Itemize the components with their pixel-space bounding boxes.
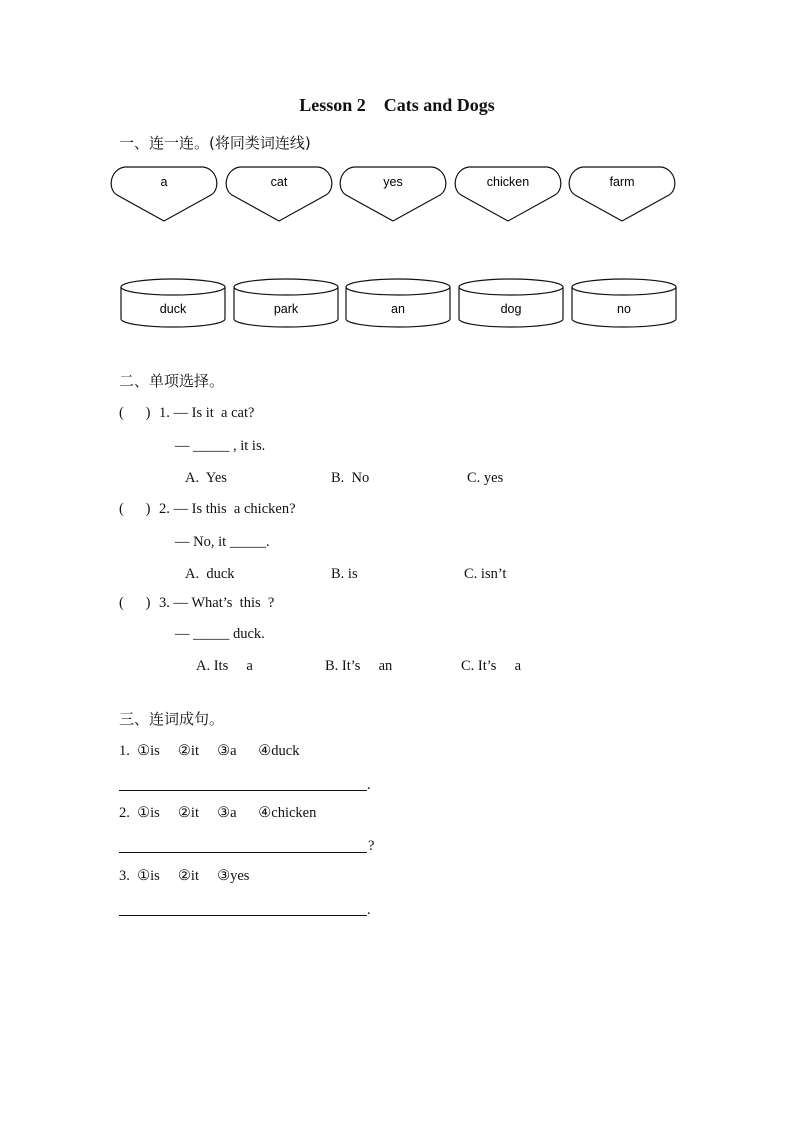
sentence-1-end-mark: . bbox=[367, 777, 371, 793]
heart-label-5: farm bbox=[609, 175, 635, 189]
heart-label-1: a bbox=[160, 175, 168, 189]
drum-label-2: park bbox=[273, 302, 299, 316]
answer-bracket-2[interactable]: ( ) bbox=[119, 501, 151, 517]
question-2-option-c[interactable]: C. isn’t bbox=[464, 566, 507, 582]
question-1-option-c[interactable]: C. yes bbox=[467, 470, 504, 486]
sentence-2-end-mark: ? bbox=[368, 838, 375, 854]
question-3-prompt: 3. — What’s this ? bbox=[159, 595, 275, 611]
question-1-option-b[interactable]: B. No bbox=[331, 470, 370, 486]
answer-bracket-1[interactable]: ( ) bbox=[119, 405, 151, 421]
question-1-prompt: 1. — Is it a cat? bbox=[159, 405, 255, 421]
question-3-option-c[interactable]: C. It’s a bbox=[461, 658, 522, 674]
sentence-2-words: 2. ①is ②it ③a ④chicken bbox=[119, 805, 317, 821]
heart-shape-1[interactable] bbox=[111, 167, 217, 221]
drum-shape-5[interactable] bbox=[572, 279, 676, 327]
answer-bracket-3[interactable]: ( ) bbox=[119, 595, 151, 611]
drum-shape-2[interactable] bbox=[234, 279, 338, 327]
heart-label-4: chicken bbox=[486, 175, 530, 189]
question-2-option-b[interactable]: B. is bbox=[331, 566, 358, 582]
question-1-answer: — _____ , it is. bbox=[175, 438, 266, 454]
section1-heading: 一、连一连。(将同类词连线) bbox=[119, 134, 311, 152]
drum-label-5: no bbox=[617, 302, 631, 316]
heart-shape-4[interactable] bbox=[455, 167, 561, 221]
sentence-1-answer-line[interactable] bbox=[119, 790, 367, 791]
question-2-answer: — No, it _____. bbox=[175, 534, 270, 550]
sentence-3-answer-line[interactable] bbox=[119, 915, 367, 916]
question-2-prompt: 2. — Is this a chicken? bbox=[159, 501, 296, 517]
section3-heading: 三、连词成句。 bbox=[119, 710, 225, 728]
drum-shape-3[interactable] bbox=[346, 279, 450, 327]
section2-heading: 二、单项选择。 bbox=[119, 372, 225, 390]
question-3-option-a[interactable]: A. Its a bbox=[196, 658, 253, 674]
heart-shape-2[interactable] bbox=[226, 167, 332, 221]
heart-label-3: yes bbox=[383, 175, 403, 189]
sentence-1-words: 1. ①is ②it ③a ④duck bbox=[119, 743, 300, 759]
drum-label-1: duck bbox=[159, 302, 187, 316]
sentence-3-end-mark: . bbox=[367, 902, 371, 918]
sentence-2-answer-line[interactable] bbox=[119, 852, 367, 853]
drum-shape-1[interactable] bbox=[121, 279, 225, 327]
question-3-answer: — _____ duck. bbox=[175, 626, 265, 642]
heart-shape-5[interactable] bbox=[569, 167, 675, 221]
drum-label-4: dog bbox=[500, 302, 522, 316]
heart-shape-3[interactable] bbox=[340, 167, 446, 221]
drum-label-3: an bbox=[391, 302, 405, 316]
sentence-3-words: 3. ①is ②it ③yes bbox=[119, 868, 250, 884]
question-3-option-b[interactable]: B. It’s an bbox=[325, 658, 393, 674]
worksheet-title: Lesson 2 Cats and Dogs bbox=[299, 95, 495, 115]
drum-shape-4[interactable] bbox=[459, 279, 563, 327]
heart-label-2: cat bbox=[270, 175, 288, 189]
question-1-option-a[interactable]: A. Yes bbox=[185, 470, 227, 486]
question-2-option-a[interactable]: A. duck bbox=[185, 566, 235, 582]
